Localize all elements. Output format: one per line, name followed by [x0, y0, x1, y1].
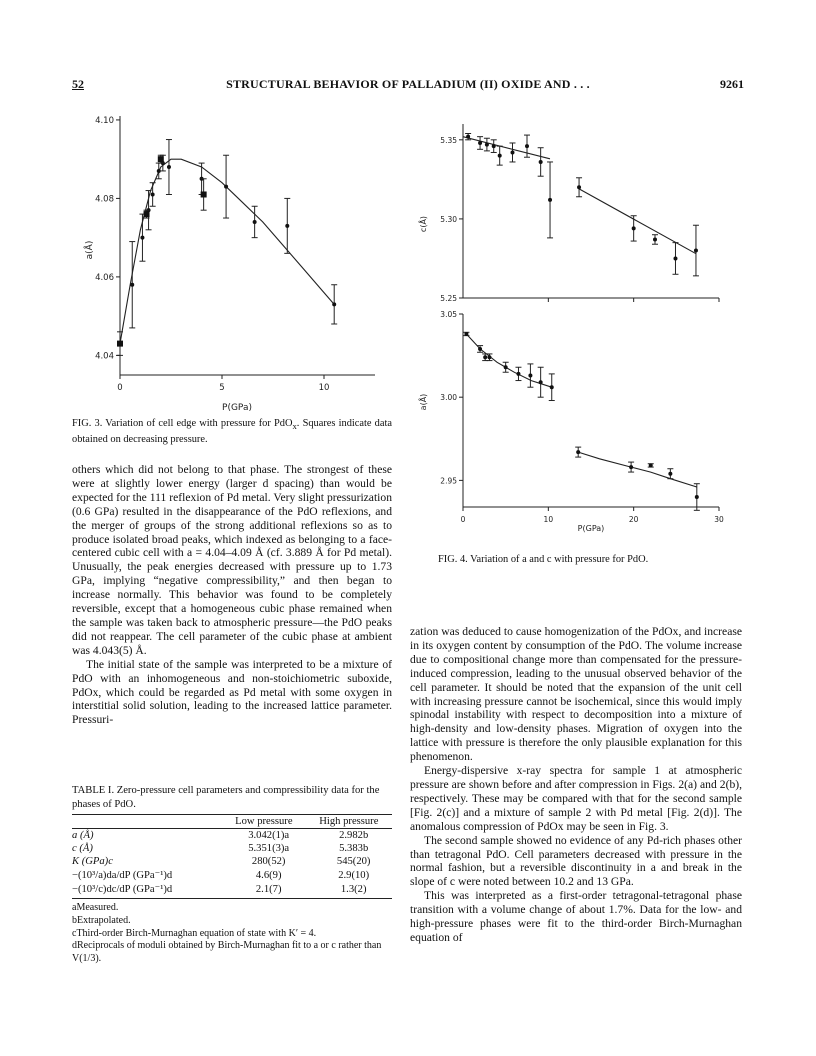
- fig4-top-data-point: [525, 144, 529, 148]
- header-low-pressure: Low pressure: [235, 816, 293, 827]
- figure-3-caption: FIG. 3. Variation of cell edge with pressure for PdO$_x$. Squares indicate data obtained on decreasing pressure.: [72, 418, 392, 446]
- fig3-y-tick-label: 4.08: [95, 194, 114, 205]
- fig4-bottom-x-tick-label: 20: [628, 515, 639, 524]
- left-paragraph-1: others which did not belong to that phase. The strongest of these were at slightly lower energy (larger d spacing) than would be expected for the 111 reflexion of Pd metal. Very slight pressurization (0.6 GPa) resulted in the disappearance of the PdO reflexions, and the merger of groups of the strong additional reflexions so as to produce isolated broad peaks, which indexed as belonging to a face-centered cubic cell with a = 4.04–4.09 Å (cf. 3.889 Å for Pd metal). Unusually, the peak energies decreased with pressure up to 1.73 GPa, implying “negative compressibility,” and then began to increase normally. This behavior was found to be completely reversible, except that a homogeneous cubic phase remained when the sample was taken back to atmospheric pressure—the PdO peaks did not reappear. The cell parameter of the cubic phase at ambient was 4.043(5) Å.: [72, 463, 392, 657]
- fig4-bottom-data-point: [478, 347, 482, 351]
- fig3-data-point: [130, 283, 134, 287]
- fig3-data-point: [224, 185, 228, 189]
- table-note-d: dReciprocals of moduli obtained by Birch-Murnaghan fit to a or c rather than V(1/3).: [72, 940, 382, 965]
- page-number: 52: [72, 77, 84, 91]
- fig4-bottom-data-point: [516, 372, 520, 376]
- fig4-bottom-x-tick-label: 0: [460, 515, 466, 524]
- fig3-xlabel: P(GPa): [222, 403, 252, 413]
- fig3-square-point: [117, 341, 123, 347]
- fig4-top-data-point: [485, 143, 489, 147]
- fig4-bottom-data-point: [504, 365, 508, 369]
- fig4-bottom-fit-curve: [578, 452, 697, 487]
- fig3-y-tick-label: 4.06: [95, 272, 114, 283]
- right-paragraph-4: This was interpreted as a first-order tetragonal-tetragonal phase transition with a volume change of about 1.7%. Data for the low- and high-pressure phases were fit to the third-order Birch-Murnaghan equation of: [410, 889, 742, 944]
- volume-page-number: 9261: [720, 77, 744, 91]
- figure-4-caption: FIG. 4. Variation of a and c with pressure for PdO.: [438, 554, 649, 565]
- fig3-ylabel: a(Å): [85, 240, 95, 260]
- fig4-top-data-point: [577, 185, 581, 189]
- table-row: a (Å) 3.042(1)a 2.982b: [72, 830, 369, 841]
- fig4-top-data-point: [478, 141, 482, 145]
- fig4-bottom-data-point: [629, 465, 633, 469]
- fig4-bottom-x-tick-label: 30: [714, 515, 724, 524]
- fig4-bottom-y-tick-label: 3.00: [440, 393, 457, 403]
- fig3-data-point: [253, 220, 257, 224]
- table-1-body: [72, 829, 392, 896]
- left-column-text: [72, 463, 392, 727]
- table-1: [72, 784, 392, 966]
- fig4-top-data-point: [539, 160, 543, 164]
- fig3-square-point: [144, 211, 150, 217]
- right-paragraph-3: The second sample showed no evidence of any Pd-rich phases other than tetragonal PdO. Cell parameters decreased with pressure in the normal fashion, but a reversible discontinuity in a and break in the slope of c were noted between 10.2 and 13 GPa.: [410, 833, 742, 889]
- fig3-caption-main: FIG. 3. Variation of cell edge with pressure for PdO: [72, 418, 293, 429]
- fig4-top-y-tick-label: 5.25: [440, 294, 457, 303]
- fig4-top-data-point: [632, 226, 636, 230]
- fig4-bottom-data-point: [528, 374, 532, 378]
- fig4-top-data-point: [498, 154, 502, 158]
- fig3-data-point: [151, 192, 155, 196]
- table-row: −(10³/c)dc/dP (GPa⁻¹)d 2.1(7) 1.3(2): [72, 883, 367, 895]
- fig4-bottom-x-tick-label: 10: [543, 515, 554, 524]
- fig4-bottom-data-point: [539, 380, 543, 384]
- figure-3-chart: [80, 110, 380, 415]
- fig3-x-tick-label: 5: [219, 383, 225, 393]
- fig3-x-tick-label: 10: [318, 383, 330, 393]
- fig4-bottom-fit-curve: [466, 334, 551, 387]
- fig4-bottom-data-point: [576, 450, 580, 454]
- fig3-data-point: [140, 236, 144, 240]
- fig3-square-point: [158, 156, 164, 162]
- fig3-x-tick-label: 0: [117, 383, 123, 393]
- left-paragraph-2: The initial state of the sample was interpreted to be a mixture of PdO with an inhomogeneous and non-stoichiometric suboxide, PdOx, which could be regarded as Pd metal with some oxygen in interstitial solid solution, leading to the increased lattice parameter. Pressuri-: [72, 657, 392, 727]
- fig4-bottom-data-point: [550, 385, 554, 389]
- table-1-caption: TABLE I. Zero-pressure cell parameters and compressibility data for the phases of PdO.: [72, 785, 380, 810]
- table-note-c: cThird-order Birch-Murnaghan equation of state with K′ = 4.: [72, 927, 317, 939]
- fig4-top-data-point: [466, 135, 470, 139]
- fig3-y-tick-label: 4.10: [95, 115, 114, 126]
- fig4-top-data-point: [673, 256, 677, 260]
- fig4-top-ylabel: c(Å): [419, 215, 428, 233]
- fig4-top-data-point: [653, 237, 657, 241]
- fig3-data-point: [167, 165, 171, 169]
- fig4-bottom-data-point: [649, 463, 653, 467]
- fig4-xlabel: P(GPa): [577, 524, 605, 533]
- table-note-a: aMeasured.: [72, 902, 119, 913]
- fig4-top-fit-curve: [463, 137, 550, 159]
- fig4-top-fit-curve: [579, 189, 696, 254]
- fig4-bottom-ylabel: a(Å): [419, 393, 428, 411]
- fig4-bottom-y-tick-label: 3.05: [440, 310, 457, 319]
- fig4-top-y-tick-label: 5.30: [440, 214, 457, 224]
- fig4-top-data-point: [694, 249, 698, 253]
- table-row: K (GPa)c 280(52) 545(20): [72, 856, 371, 867]
- fig4-bottom-data-point: [464, 332, 468, 336]
- fig3-caption-note: Squares indicate data obtained on decreasing pressure.: [72, 418, 392, 446]
- fig4-top-data-point: [492, 144, 496, 148]
- fig3-data-point: [285, 224, 289, 228]
- fig4-bottom-data-point: [695, 495, 699, 499]
- right-column-text: [410, 625, 742, 945]
- fig4-bottom-y-tick-label: 2.95: [440, 476, 457, 486]
- right-paragraph-2: Energy-dispersive x-ray spectra for sample 1 at atmospheric pressure are shown before and after compression in Figs. 2(a) and 2(b), respectively. These may be compared with that for the second sample [Fig. 2(c)] and a mixture of sample 2 with Pd metal [Fig. 2(d)]. The anomalous compression of PdOx may be seen in Fig. 3.: [410, 764, 742, 833]
- fig3-data-point: [332, 302, 336, 306]
- table-row: c (Å) 5.351(3)a 5.383b: [72, 843, 369, 854]
- running-header: [72, 77, 744, 95]
- figure-4-chart: [412, 112, 732, 537]
- table-header-row: [72, 815, 392, 828]
- right-paragraph-1: zation was deduced to cause homogenization of the PdOx, and increase in its oxygen content by consumption of the PdO. The volume increase due to compositional change more than compensated for the pressure-induced compression, leading to the unusual observed behavior of the cell parameter. It should be noted that the expansion of the unit cell with increasing pressure cannot be isochemical, since this would imply spinodal instability with respect to decomposition into a mixture of high-density and low-density phases. Migration of oxygen into the lattice with pressure is therefore the only plausible explanation for this phenomenon.: [410, 625, 742, 764]
- fig4-bottom-data-point: [668, 472, 672, 476]
- fig4-bottom-data-point: [487, 355, 491, 359]
- fig3-y-tick-label: 4.04: [95, 351, 114, 362]
- fig3-square-point: [201, 191, 207, 197]
- header-high-pressure: High pressure: [319, 816, 379, 827]
- fig4-top-data-point: [548, 198, 552, 202]
- running-title: STRUCTURAL BEHAVIOR OF PALLADIUM (II) OXIDE AND . . .: [226, 77, 590, 91]
- fig4-top-data-point: [510, 150, 514, 154]
- fig4-bottom-data-point: [483, 355, 487, 359]
- table-1-grid: [72, 815, 392, 828]
- table-note-b: bExtrapolated.: [72, 914, 131, 926]
- fig4-top-y-tick-label: 5.35: [440, 135, 457, 145]
- table-row: −(10³/a)da/dP (GPa⁻¹)d 4.6(9) 2.9(10): [72, 869, 370, 881]
